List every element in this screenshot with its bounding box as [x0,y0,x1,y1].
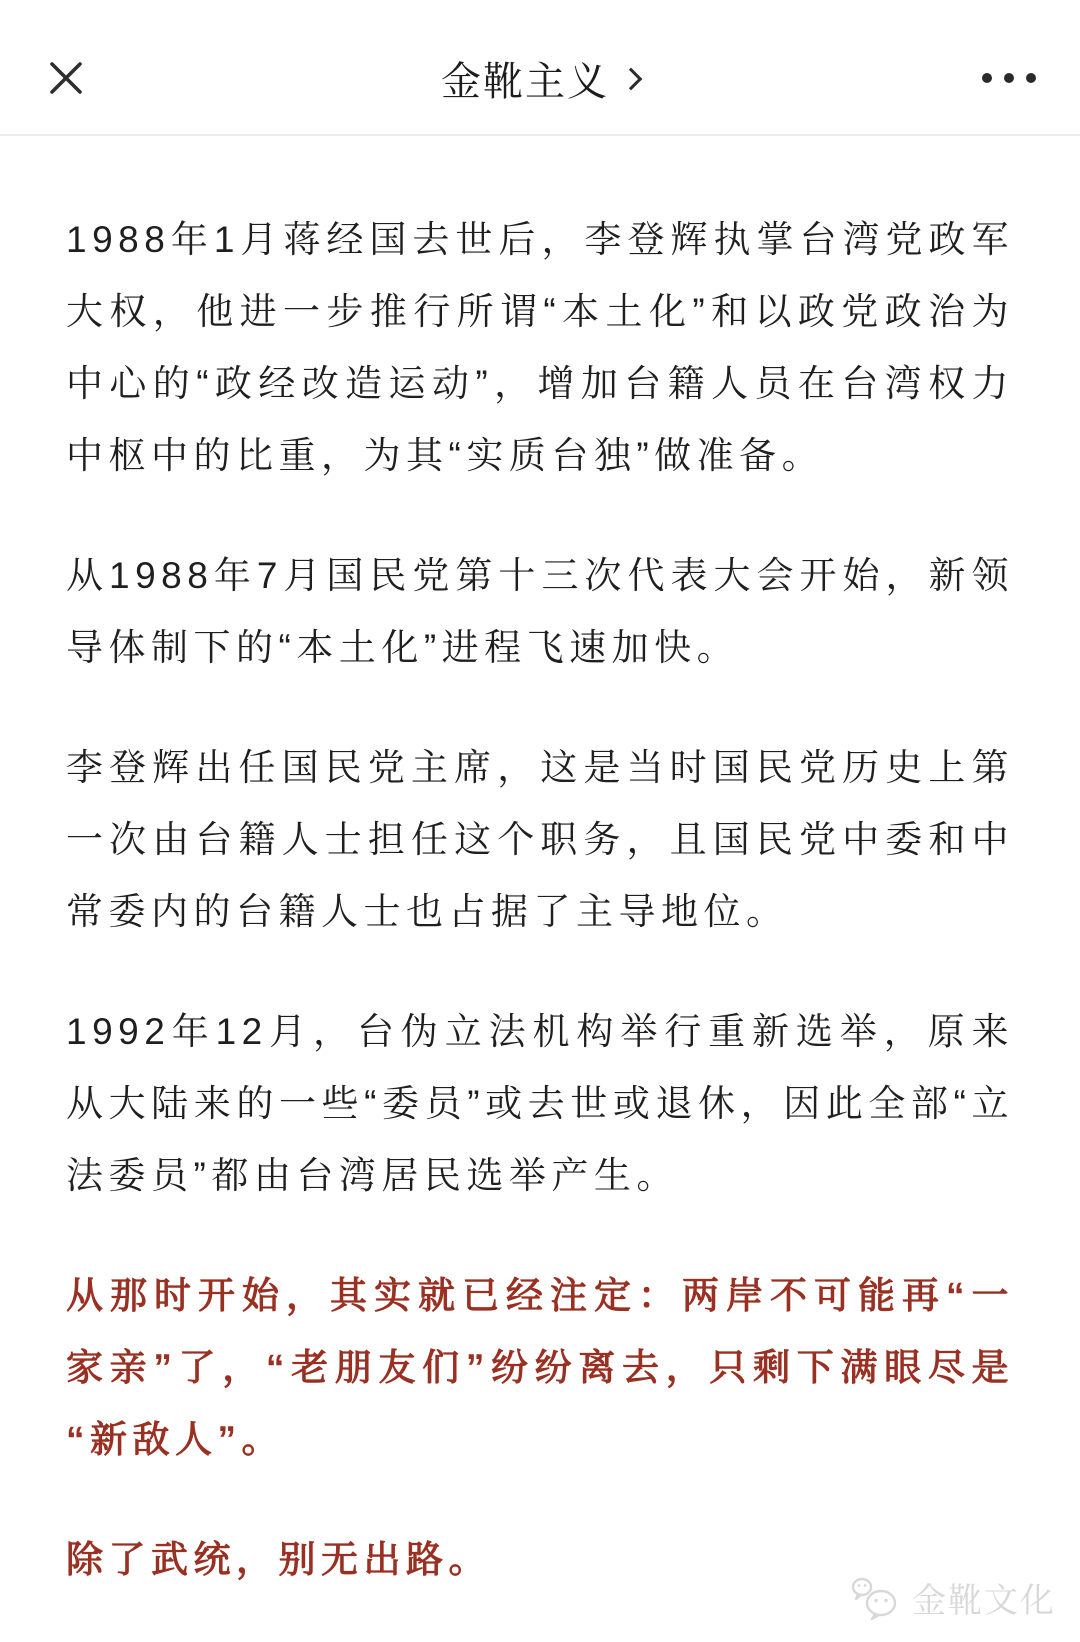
chevron-right-icon [620,68,643,91]
paragraph-3: 李登辉出任国民党主席，这是当时国民党历史上第一次由台籍人士担任这个职务，且国民党中委和中常委内的台籍人士也占据了主导地位。 [66,747,1014,932]
article-body [0,136,1080,1596]
more-icon [1004,73,1014,83]
more-menu-button[interactable] [982,56,1036,100]
watermark-text: 金靴文化 [912,1582,1056,1620]
paragraph-4: 1992年12月，台伪立法机构举行重新选举，原来从大陆来的一些“委员”或去世或退休，因此全部“立法委员”都由台湾居民选举产生。 [66,1011,1014,1196]
page-title: 金靴主义 [441,59,609,104]
account-title-link[interactable] [441,50,639,107]
navbar [0,0,1080,136]
more-icon [1026,73,1036,83]
paragraph-1: 1988年1月蒋经国去世后，李登辉执掌台湾党政军大权，他进一步推行所谓“本土化”和以政党政治为中心的“政经改造运动”，增加台籍人员在台湾权力中枢中的比重，为其“实质台独”做准备。 [66,219,1014,476]
paragraph-2: 从1988年7月国民党第十三次代表大会开始，新领导体制下的“本土化”进程飞速加快。 [66,555,1014,668]
paragraph-6-emphasis: 除了武统，别无出路。 [66,1539,491,1580]
close-button[interactable] [44,56,88,100]
paragraph-5-emphasis: 从那时开始，其实就已经注定：两岸不可能再“一家亲”了，“老朋友们”纷纷离去，只剩下满眼尽是“新敌人”。 [66,1275,1014,1460]
more-icon [982,73,992,83]
close-icon [45,57,87,99]
